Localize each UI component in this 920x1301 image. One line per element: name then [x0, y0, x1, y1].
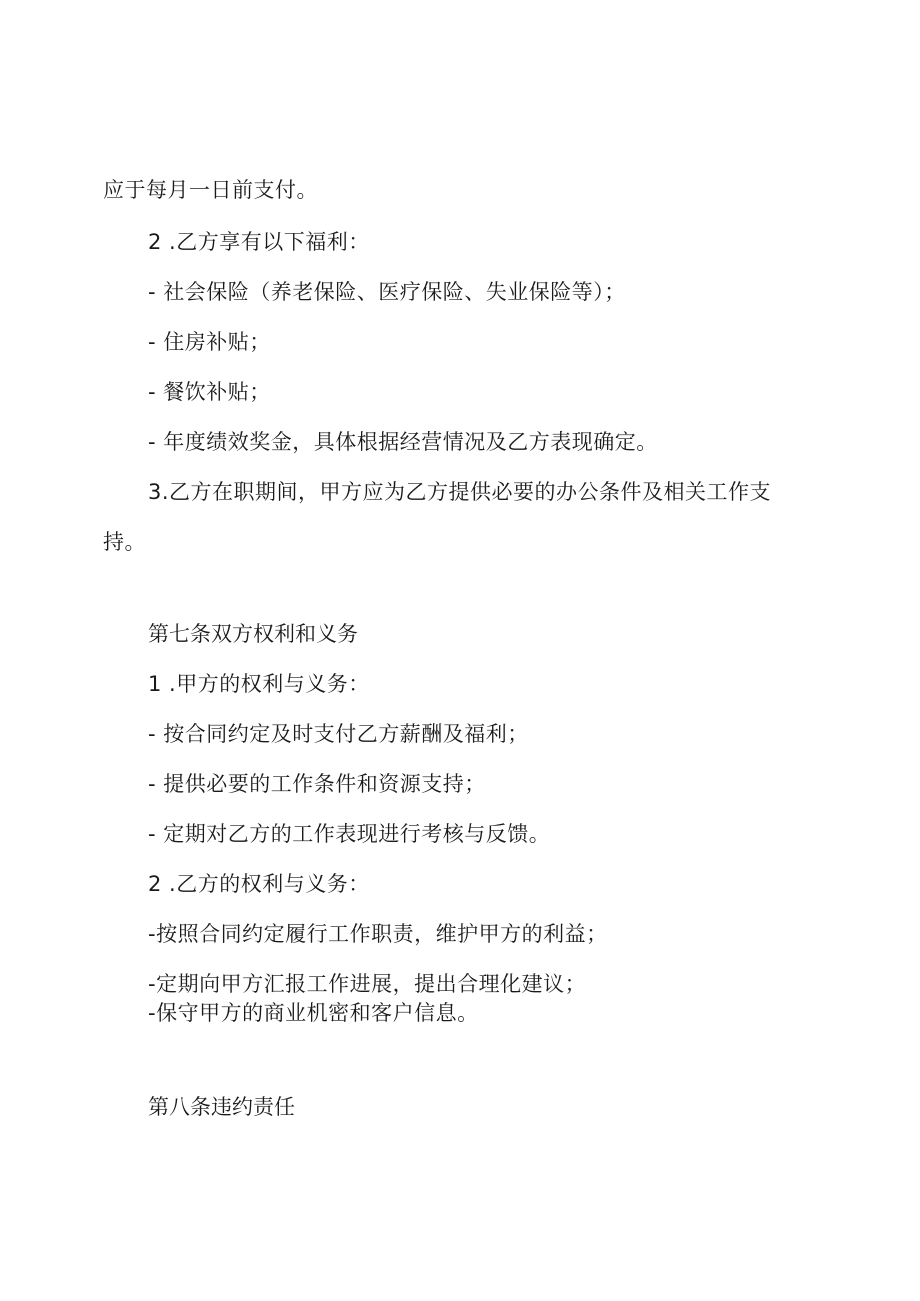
list-item-meal-subsidy: - 餐饮补贴； [148, 380, 271, 404]
clause-party-b-heading: 2 .乙方的权利与义务： [148, 872, 370, 896]
list-item-provide-conditions: - 提供必要的工作条件和资源支持； [148, 772, 486, 796]
list-item-report-progress: -定期向甲方汇报工作进展，提出合理化建议； [148, 972, 587, 996]
clause-benefits-heading: 2 .乙方享有以下福利： [148, 230, 370, 254]
list-item-housing-subsidy: - 住房补贴； [148, 330, 271, 354]
clause-office-conditions-continued: 持。 [103, 530, 146, 554]
list-item-pay-salary: - 按合同约定及时支付乙方薪酬及福利； [148, 722, 529, 746]
list-item-performance-review: - 定期对乙方的工作表现进行考核与反馈。 [148, 822, 551, 846]
list-item-fulfill-duties: -按照合同约定履行工作职责，维护甲方的利益； [148, 922, 608, 946]
clause-party-a-heading: 1 .甲方的权利与义务： [148, 672, 370, 696]
list-item-confidentiality: -保守甲方的商业机密和客户信息。 [148, 1001, 479, 1025]
list-item-social-insurance: - 社会保险（养老保险、医疗保险、失业保险等）； [148, 280, 626, 304]
section-title-article-8: 第八条违约责任 [148, 1095, 295, 1119]
section-title-article-7: 第七条双方权利和义务 [148, 622, 358, 646]
clause-office-conditions: 3.乙方在职期间，甲方应为乙方提供必要的办公条件及相关工作支 [148, 480, 772, 504]
list-item-annual-bonus: - 年度绩效奖金，具体根据经营情况及乙方表现确定。 [148, 430, 658, 454]
paragraph-payment-date: 应于每月一日前支付。 [103, 178, 318, 202]
